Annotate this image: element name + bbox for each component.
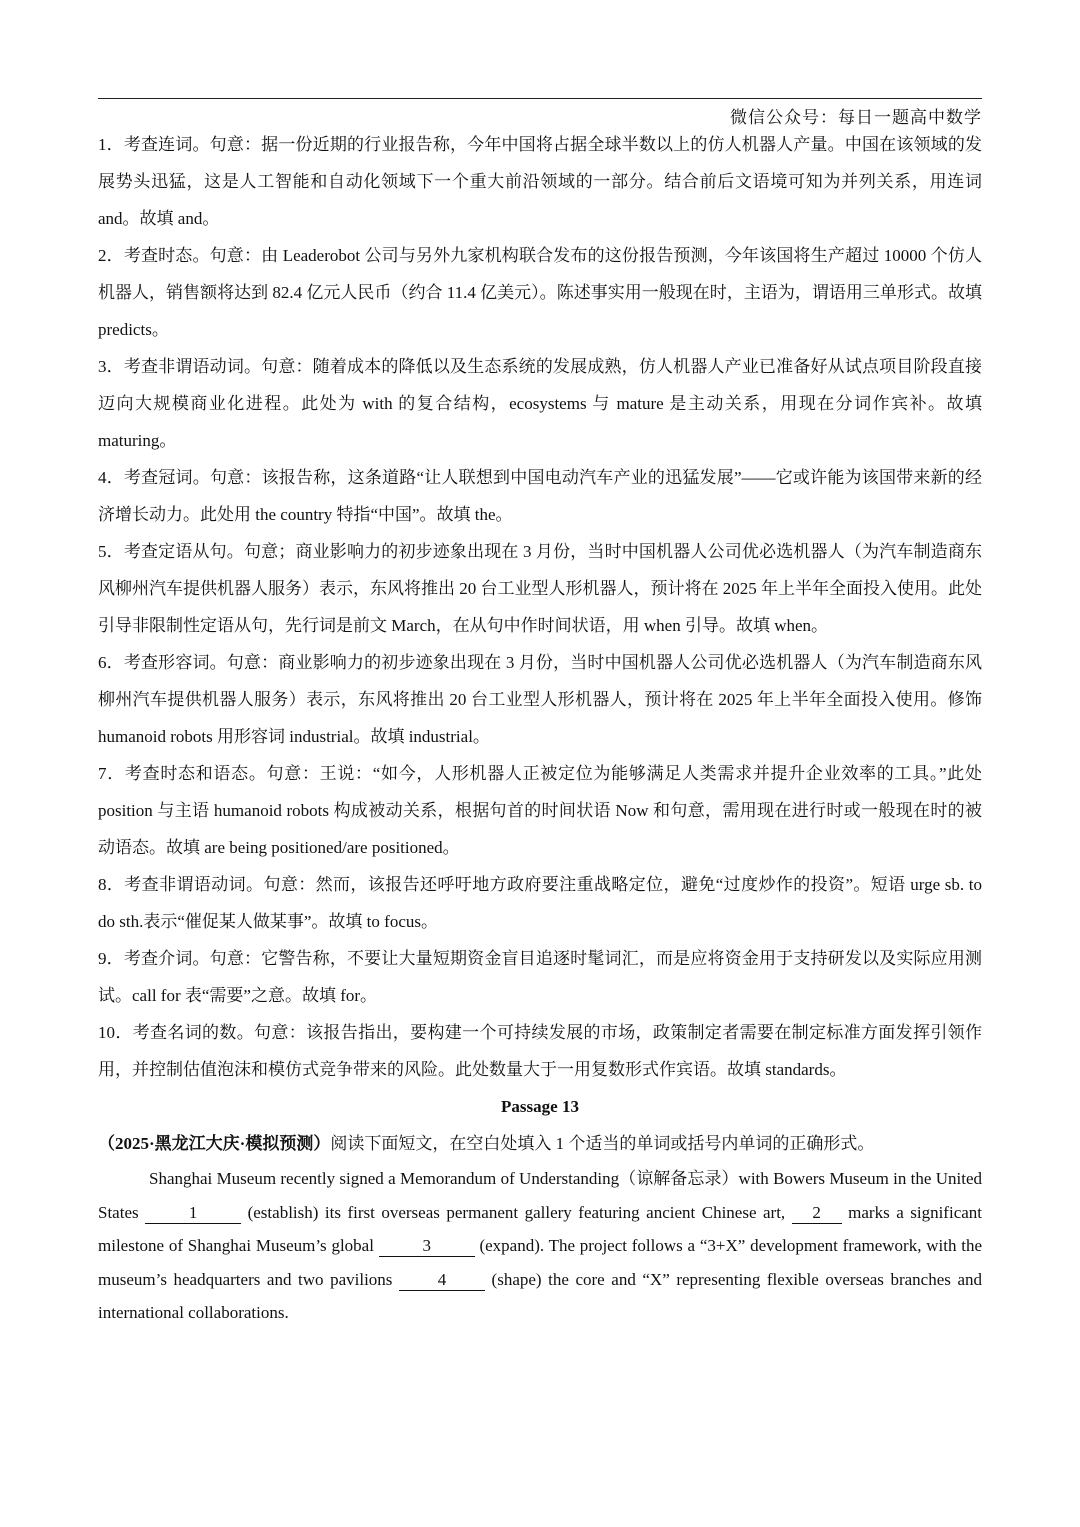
explanation-5: 5．考查定语从句。句意；商业影响力的初步迹象出现在 3 月份，当时中国机器人公司优必选机器人（为汽车制造商东风柳州汽车提供机器人服务）表示，东风将推出 20 台工业型人形机器人，预计将在 2025 年上半年全面投入使用。此处引导非限制性定语从句，先行词是前文 March，在从句中作时间状语，用 when 引导。故填 when。 [98, 542, 982, 635]
passage-instruction: 阅读下面短文，在空白处填入 1 个适当的单词或括号内单词的正确形式。 [330, 1134, 875, 1153]
passage-segment-4: (expand). The project follows a “3+X” development framework, with the museum’s headquarters and two pavilions [98, 1236, 982, 1289]
passage-segment-3: marks a significant milestone of Shanghai Museum’s global [98, 1202, 983, 1255]
explanation-3: 3．考查非谓语动词。句意：随着成本的降低以及生态系统的发展成熟，仿人机器人产业已准备好从试点项目阶段直接迈向大规模商业化进程。此处为 with 的复合结构，ecosystems 与 mature 是主动关系，用现在分词作宾补。故填 maturing。 [98, 357, 982, 450]
header-wechat-label: 微信公众号：每日一题高中数学 [730, 108, 982, 128]
blank-3[interactable]: 3 [379, 1236, 475, 1257]
blank-2[interactable]: 2 [792, 1203, 842, 1224]
explanation-2: 2．考查时态。句意：由 Leaderobot 公司与另外九家机构联合发布的这份报告预测，今年该国将生产超过 10000 个仿人机器人，销售额将达到 82.4 亿元人民币（约合 11.4 亿美元）。陈述事实用一般现在时，主语为，谓语用三单形式。故填 predicts。 [98, 246, 982, 339]
blank-1[interactable]: 1 [145, 1203, 241, 1224]
passage-segment-5: (shape) the core and “X” representing flexible overseas branches and international collaborations. [98, 1269, 982, 1322]
explanation-1: 1．考查连词。句意：据一份近期的行业报告称，今年中国将占据全球半数以上的仿人机器人产量。中国在该领域的发展势头迅猛，这是人工智能和自动化领域下一个重大前沿领域的一部分。结合前后文语境可知为并列关系，用连词 and。故填 and。 [98, 135, 982, 228]
blank-4[interactable]: 4 [399, 1270, 485, 1291]
passage-source: （2025·黑龙江大庆·模拟预测） [98, 1134, 331, 1153]
passage-instruction-line [98, 1125, 982, 1162]
explanation-6: 6．考查形容词。句意：商业影响力的初步迹象出现在 3 月份，当时中国机器人公司优必选机器人（为汽车制造商东风柳州汽车提供机器人服务）表示，东风将推出 20 台工业型人形机器人，预计将在 2025 年上半年全面投入使用。修饰 humanoid robots 用形容词 industrial。故填 industrial。 [98, 653, 982, 746]
header-rule [98, 98, 982, 99]
explanation-9: 9．考查介词。句意：它警告称，不要让大量短期资金盲目追逐时髦词汇，而是应将资金用于支持研发以及实际应用测试。call for 表“需要”之意。故填 for。 [98, 949, 982, 1005]
passage-text [98, 1162, 982, 1330]
passage-segment-2: (establish) its first overseas permanent gallery featuring ancient Chinese art, [241, 1202, 792, 1222]
passage-segment-1: Shanghai Museum recently signed a Memorandum of Understanding（谅解备忘录）with Bowers Museum in the United States [98, 1169, 982, 1222]
explanation-7: 7．考查时态和语态。句意：王说：“如今，人形机器人正被定位为能够满足人类需求并提升企业效率的工具。”此处 position 与主语 humanoid robots 构成被动关系，根据句首的时间状语 Now 和句意，需用现在进行时或一般现在时的被动语态。故填 are being positioned/are positioned。 [98, 764, 982, 857]
passage-title: Passage 13 [501, 1097, 579, 1116]
main-content [98, 126, 982, 1330]
explanation-8: 8．考查非谓语动词。句意：然而，该报告还呼吁地方政府要注重战略定位，避免“过度炒作的投资”。短语 urge sb. to do sth.表示“催促某人做某事”。故填 to focus。 [98, 875, 982, 931]
explanation-10: 10．考查名词的数。句意：该报告指出，要构建一个可持续发展的市场，政策制定者需要在制定标准方面发挥引领作用，并控制估值泡沫和模仿式竞争带来的风险。此处数量大于一用复数形式作宾语。故填 standards。 [98, 1023, 982, 1079]
explanation-4: 4．考查冠词。句意：该报告称，这条道路“让人联想到中国电动汽车产业的迅猛发展”——它或许能为该国带来新的经济增长动力。此处用 the country 特指“中国”。故填 the。 [98, 468, 982, 524]
